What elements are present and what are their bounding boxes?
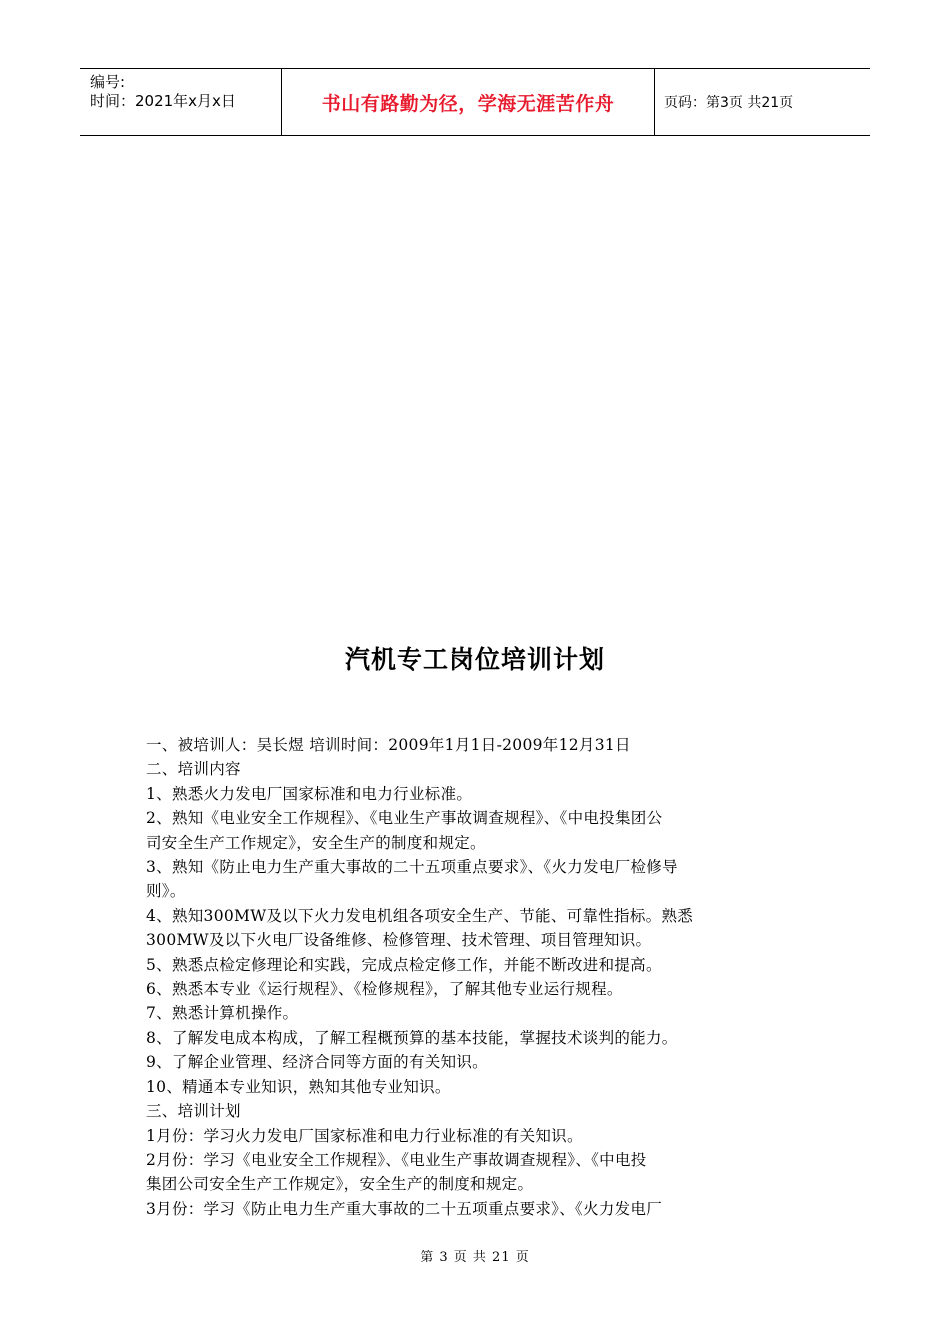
body-line: 司安全生产工作规定》，安全生产的制度和规定。 — [146, 833, 486, 852]
header-page-info: 页码：第3页 共21页 — [664, 95, 794, 111]
header-meta — [80, 69, 282, 135]
document-body — [146, 733, 814, 1221]
body-line: 9、了解企业管理、经济合同等方面的有关知识。 — [146, 1053, 488, 1072]
page-header — [80, 68, 870, 136]
body-line: 3、熟知《防止电力生产重大事故的二十五项重点要求》、《火力发电厂检修导 — [146, 858, 678, 877]
body-line: 4、熟知300MW及以下火力发电机组各项安全生产、节能、可靠性指标。熟悉 — [146, 906, 694, 925]
body-line: 2月份：学习《电业安全工作规程》、《电业生产事故调查规程》、《中电投 — [146, 1150, 647, 1169]
body-line: 10、精通本专业知识，熟知其他专业知识。 — [146, 1077, 451, 1096]
body-line: 5、熟悉点检定修理论和实践，完成点检定修工作，并能不断改进和提高。 — [146, 955, 662, 974]
body-line: 集团公司安全生产工作规定》，安全生产的制度和规定。 — [146, 1175, 534, 1194]
body-line: 二、培训内容 — [146, 760, 241, 779]
body-line: 2、熟知《电业安全工作规程》、《电业生产事故调查规程》、《中电投集团公 — [146, 809, 663, 828]
body-line: 7、熟悉计算机操作。 — [146, 1004, 299, 1023]
body-line: 1月份：学习火力发电厂国家标准和电力行业标准的有关知识。 — [146, 1126, 583, 1145]
body-line: 8、了解发电成本构成，了解工程概预算的基本技能，掌握技术谈判的能力。 — [146, 1028, 678, 1047]
page-footer: 第 3 页 共 21 页 — [420, 1250, 530, 1265]
body-line: 则》。 — [146, 882, 186, 901]
body-line: 3月份：学习《防止电力生产重大事故的二十五项重点要求》、《火力发电厂 — [146, 1199, 663, 1218]
document-title: 汽机专工岗位培训计划 — [344, 645, 605, 674]
body-line: 300MW及以下火电厂设备维修、检修管理、技术管理、项目管理知识。 — [146, 931, 652, 950]
body-line: 三、培训计划 — [146, 1102, 241, 1121]
body-line: 1、熟悉火力发电厂国家标准和电力行业标准。 — [146, 784, 473, 803]
header-motto: 书山有路勤为径，学海无涯苦作舟 — [282, 69, 655, 135]
document-number-label: 编号: — [90, 73, 126, 91]
body-line: 一、被培训人：吴长煜 培训时间：2009年1月1日-2009年12月31日 — [146, 736, 631, 754]
body-line: 6、熟悉本专业《运行规程》、《检修规程》，了解其他专业运行规程。 — [146, 980, 623, 999]
document-date: 时间：2021年x月x日 — [90, 92, 236, 110]
